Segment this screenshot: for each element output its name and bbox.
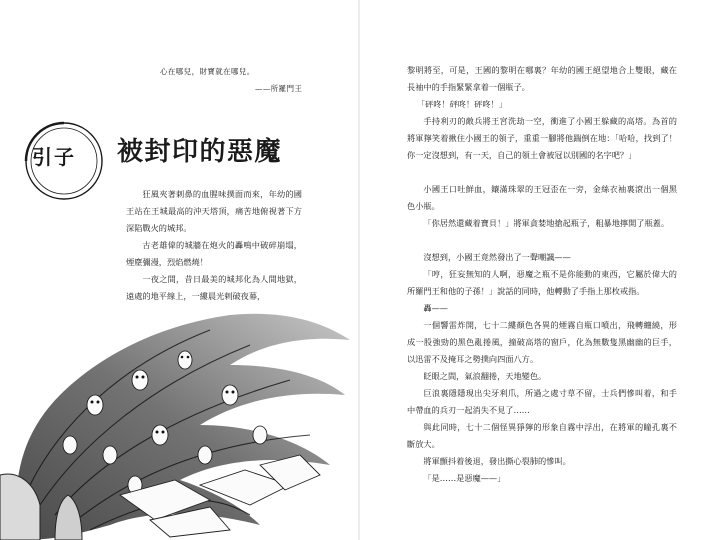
right-paragraph-4: 小國王口吐鮮血，鑲滿珠翠的王冠歪在一旁，金絲衣袖裏滾出一個黑色小瓶。 [407, 184, 677, 211]
right-paragraph-2: 「砰咚！砰咚！砰咚！」 [416, 99, 507, 109]
right-paragraph-10: 眨眼之間，氣浪翻捲，天地變色。 [423, 371, 547, 381]
left-paragraph-1: 狂風夾著刺鼻的血腥味撲面而來，年幼的國王站在王城最高的沖天塔頂，痛苦地俯視著下方深陷戰火的城邦。 [126, 189, 302, 233]
right-paragraph-9: 一個響雷炸開，七十二縷顏色各異的煙霧自瓶口噴出，飛轉纏繞，形成一股強勁的黑色亂捲風，撞破高塔的窗戶，化為無數隻黑幽幽的巨手，以迅雷不及掩耳之勢撲向四面八方。 [407, 320, 677, 364]
demon-smoke-illustration [0, 285, 355, 540]
right-paragraph-11: 巨浪裏隱隱現出尖牙利爪，所過之處寸草不留，士兵們慘叫着，和手中帶血的兵刃一起消失不見了…… [407, 388, 677, 415]
right-paragraph-7: 「哼，狂妄無知的人啊，惡魔之瓶不是你能動的東西，它屬於偉大的所羅門王和他的子孫！」說話的同時，他轉動了手指上那枚戒指。 [407, 269, 677, 296]
right-paragraph-5: 「你居然還藏着寶貝！」將軍貪婪地搶起瓶子，粗暴地擰開了瓶蓋。 [423, 218, 670, 228]
right-paragraph-1: 黎明將至，可是，王國的黎明在哪裏？年幼的國王絕望地合上雙眼，藏在長袖中的手指緊緊拿着一個瓶子。 [407, 65, 677, 92]
epigraph-quote: 心在哪兒，財寶就在哪兒。 [160, 67, 255, 76]
right-paragraph-13: 將軍顫抖着後退，發出撕心裂肺的慘叫。 [423, 456, 571, 466]
right-paragraph-14: 「是……是惡魔——」 [423, 473, 506, 483]
epigraph-attribution: ——所羅門王 [255, 84, 303, 93]
right-paragraph-8: 轟—— [423, 303, 448, 313]
chapter-label: 引子 [32, 145, 76, 169]
left-paragraph-2: 古老雄偉的城牆在炮火的轟鳴中破碎崩塌，煙塵彌漫，烈焰燃燒！ [126, 240, 302, 267]
right-paragraph-6: 沒想到，小國王竟然發出了一聲嘲諷—— [423, 252, 571, 262]
chapter-title: 被封印的惡魔 [117, 137, 283, 167]
left-paragraph-3: 一夜之間，昔日最美的城邦化為人間地獄，遠處的地平線上，一縷晨光剌破夜幕， [126, 274, 302, 301]
right-paragraph-3: 手持利刃的敵兵將王宮洗劫一空，衝進了小國王躲藏的高塔。為首的將軍獰笑着揪住小國王的領子，重重一腳將他踹倒在地：「哈哈，找到了！你一定沒想到，有一天，自己的領土會被冠以別國的名字吧？」 [407, 116, 677, 160]
right-paragraph-12: 與此同時，七十二個怪異猙獰的形象自霧中浮出，在將軍的瞳孔裏不斷放大。 [407, 422, 677, 449]
